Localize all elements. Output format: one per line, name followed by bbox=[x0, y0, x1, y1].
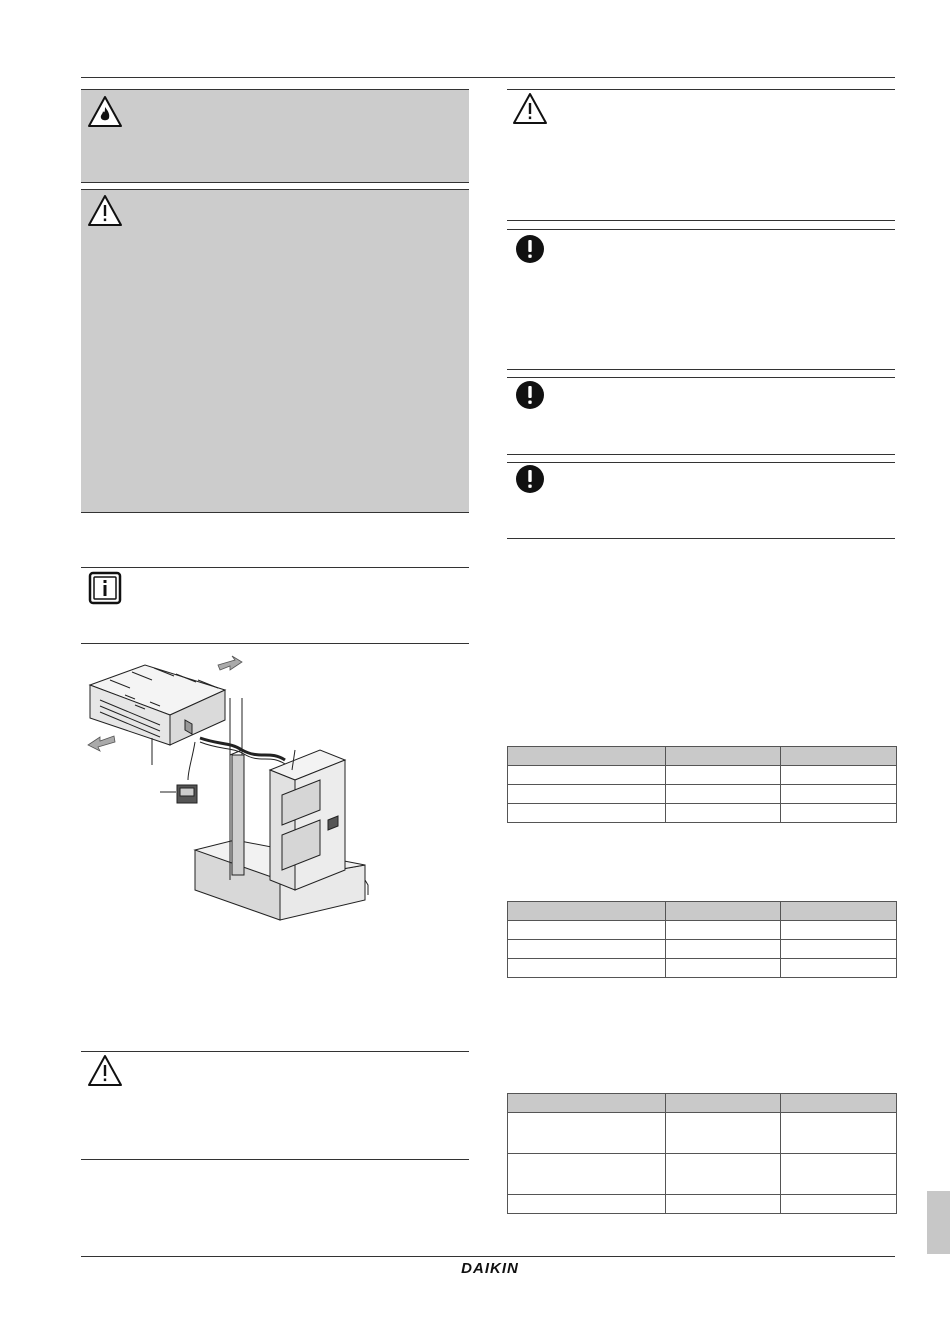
notice-icon bbox=[512, 461, 548, 497]
table-header-cell bbox=[666, 1094, 781, 1113]
table-row bbox=[508, 1195, 897, 1214]
table-cell bbox=[781, 785, 897, 804]
callout-bottom-rule bbox=[81, 1159, 469, 1160]
table-cell bbox=[781, 766, 897, 785]
table-row bbox=[508, 1113, 897, 1154]
callout-bottom-rule bbox=[507, 454, 895, 455]
table-cell bbox=[666, 766, 781, 785]
table-header-cell bbox=[508, 1094, 666, 1113]
information-icon bbox=[87, 570, 123, 606]
table-header-row bbox=[508, 1094, 897, 1113]
table-cell bbox=[508, 785, 666, 804]
callout-bottom-rule bbox=[507, 369, 895, 370]
callout-bottom-rule bbox=[507, 220, 895, 221]
callout-top-rule bbox=[81, 1051, 469, 1052]
table-cell bbox=[666, 1113, 781, 1154]
table-cell bbox=[781, 959, 897, 978]
spec-table-1 bbox=[507, 746, 897, 823]
callout-top-rule bbox=[507, 377, 895, 378]
table-cell bbox=[781, 804, 897, 823]
table-cell bbox=[781, 1113, 897, 1154]
spec-table-3 bbox=[507, 1093, 897, 1214]
callout-top-rule bbox=[507, 462, 895, 463]
table-cell bbox=[666, 940, 781, 959]
callout-bottom-rule bbox=[81, 512, 469, 513]
notice-icon bbox=[512, 377, 548, 413]
table-row bbox=[508, 766, 897, 785]
table-header-cell bbox=[666, 902, 781, 921]
table-cell bbox=[666, 804, 781, 823]
table-cell bbox=[508, 766, 666, 785]
table-cell bbox=[508, 1195, 666, 1214]
table-cell bbox=[781, 1154, 897, 1195]
callout-bottom-rule bbox=[507, 538, 895, 539]
table-cell bbox=[508, 940, 666, 959]
warning-icon bbox=[87, 1053, 123, 1089]
table-row bbox=[508, 804, 897, 823]
table-row bbox=[508, 921, 897, 940]
table-cell bbox=[781, 921, 897, 940]
table-cell bbox=[666, 1154, 781, 1195]
flammable-callout bbox=[81, 90, 469, 182]
table-cell bbox=[666, 1195, 781, 1214]
callout-top-rule bbox=[81, 567, 469, 568]
header-rule bbox=[81, 77, 895, 78]
callout-top-rule bbox=[507, 89, 895, 90]
warning-callout bbox=[81, 190, 469, 512]
footer-rule bbox=[81, 1256, 895, 1257]
table-header-cell bbox=[508, 747, 666, 766]
warning-icon bbox=[87, 193, 123, 229]
table-cell bbox=[666, 785, 781, 804]
table-cell bbox=[508, 921, 666, 940]
table-header-cell bbox=[781, 902, 897, 921]
table-cell bbox=[666, 921, 781, 940]
callout-bottom-rule bbox=[81, 643, 469, 644]
table-header-row bbox=[508, 747, 897, 766]
table-header-row bbox=[508, 902, 897, 921]
table-cell bbox=[508, 1113, 666, 1154]
brand-logo: DAIKIN bbox=[461, 1260, 519, 1277]
table-cell bbox=[781, 1195, 897, 1214]
table-header-cell bbox=[781, 1094, 897, 1113]
table-header-cell bbox=[666, 747, 781, 766]
table-row bbox=[508, 959, 897, 978]
table-cell bbox=[508, 1154, 666, 1195]
chapter-side-tab bbox=[927, 1191, 950, 1254]
flammable-warning-icon bbox=[87, 94, 123, 130]
table-cell bbox=[508, 959, 666, 978]
installation-illustration bbox=[70, 650, 400, 930]
table-row bbox=[508, 785, 897, 804]
table-cell bbox=[508, 804, 666, 823]
table-header-cell bbox=[781, 747, 897, 766]
spec-table-2 bbox=[507, 901, 897, 978]
table-row bbox=[508, 940, 897, 959]
table-header-cell bbox=[508, 902, 666, 921]
table-row bbox=[508, 1154, 897, 1195]
table-cell bbox=[666, 959, 781, 978]
warning-icon bbox=[512, 91, 548, 127]
callout-top-rule bbox=[507, 229, 895, 230]
notice-icon bbox=[512, 231, 548, 267]
table-cell bbox=[781, 940, 897, 959]
callout-bottom-rule bbox=[81, 182, 469, 183]
